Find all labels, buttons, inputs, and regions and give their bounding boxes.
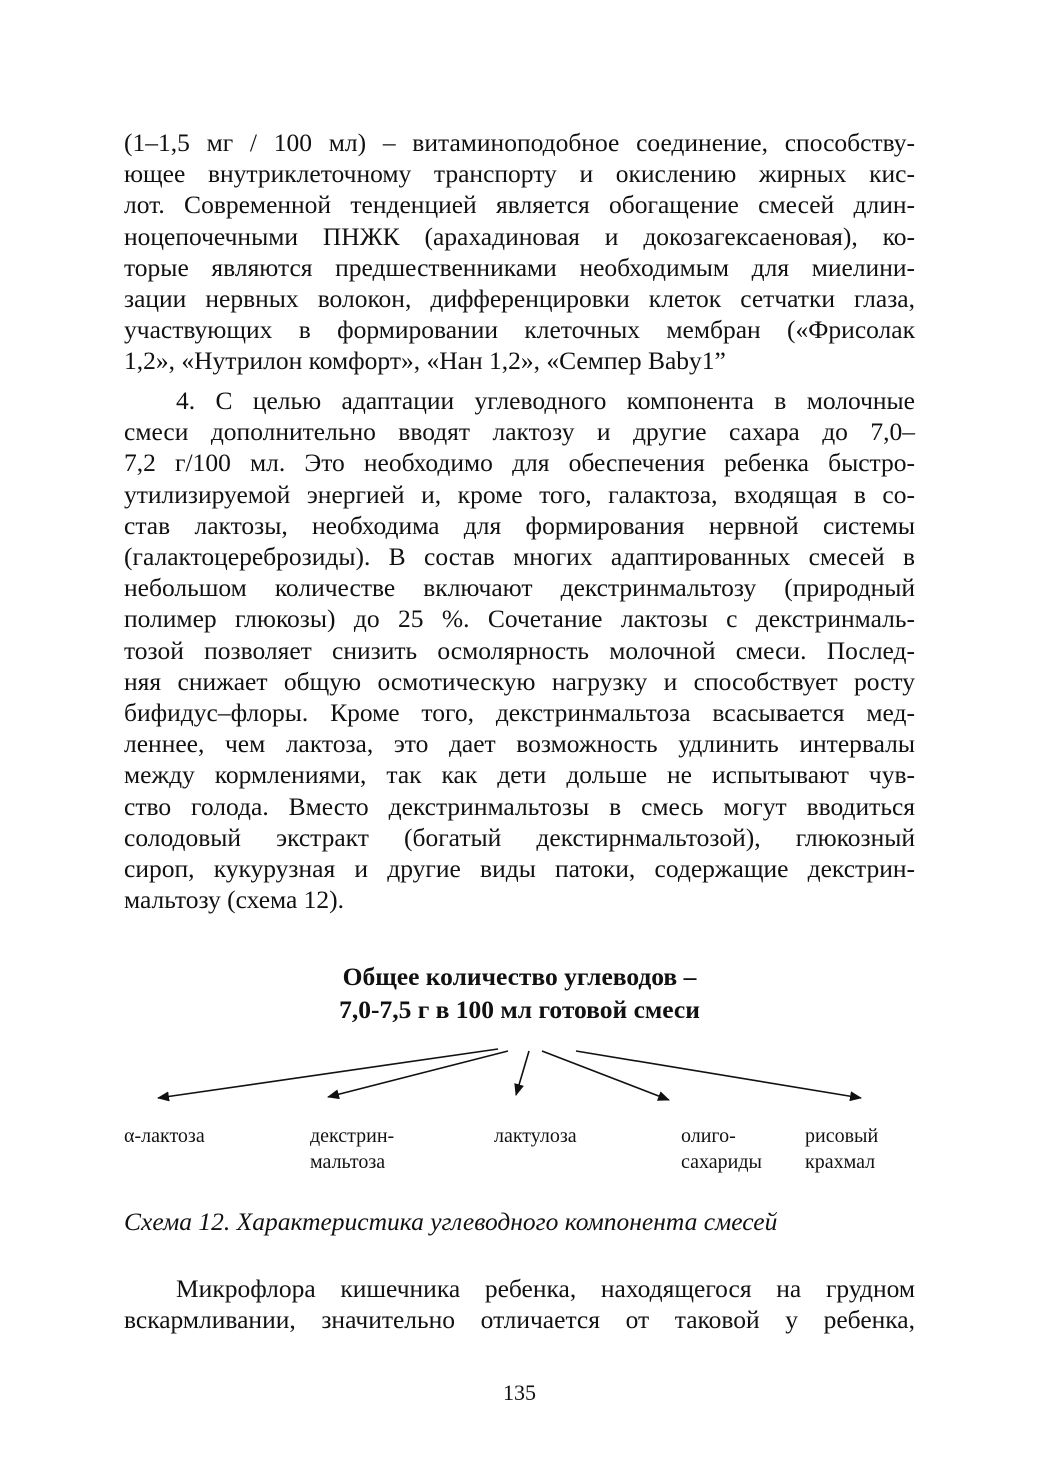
text-line: (1–1,5 мг / 100 мл) – витаминоподобное соединение, способству- (124, 128, 915, 157)
text-line: став лактозы, необходима для формирования нервной системы (124, 510, 915, 540)
text-line: ство голода. Вместо декстринмальтозы в смесь могут вводиться (124, 791, 915, 821)
arrow-to-rice-starch (576, 1051, 861, 1098)
text-line: ющее внутриклеточному транспорту и окислению жирных кис- (124, 159, 915, 189)
node-rice-starch (805, 1123, 878, 1175)
text-line: Микрофлора кишечника ребенка, находящегося на грудном (176, 1274, 915, 1303)
text-line: леннее, чем лактоза, это дает возможность удлинить интервалы (124, 729, 915, 759)
text-line: зации нервных волокон, дифференцировки клеток сетчатки глаза, (124, 284, 915, 314)
text-line: утилизируемой энергией и, кроме того, галактоза, входящая в со- (124, 479, 915, 509)
node-label: α-лактоза (124, 1125, 205, 1147)
node-label: рисовый (805, 1125, 879, 1147)
text-line: тозой позволяет снизить осмолярность молочной смеси. Послед- (124, 635, 915, 665)
diagram-caption: Схема 12. Характеристика углеводного компонента смесей (124, 1207, 778, 1236)
text-line: мальтозу (схема 12). (124, 885, 345, 915)
diagram-title-line: 7,0-7,5 г в 100 мл готовой смеси (339, 995, 700, 1024)
text-line: торые являются предшественниками необходимым для миелини- (124, 252, 915, 282)
text-line: 7,2 г/100 мл. Это необходимо для обеспечения ребенка быстро- (124, 448, 915, 478)
text-line: участвующих в формировании клеточных мембран («Фрисолак (124, 315, 915, 345)
text-line: (галактоцереброзиды). В состав многих адаптированных смесей в (124, 542, 915, 572)
arrow-to-dextrinmaltose (328, 1051, 508, 1097)
text-line: смеси дополнительно вводят лактозу и другие сахара до 7,0– (124, 417, 915, 447)
node-label: сахариды (681, 1151, 762, 1173)
node-label: олиго- (681, 1125, 736, 1147)
node-label: крахмал (805, 1151, 876, 1173)
node-lactose (124, 1123, 205, 1149)
arrow-to-oligosaccharides (542, 1051, 669, 1100)
text-line: вскармливании, значительно отличается от таковой у ребенка, (124, 1305, 915, 1335)
node-lactulose (494, 1123, 577, 1149)
diagram-title-line: Общее количество углеводов – (342, 962, 697, 991)
bottom-paragraph (124, 1273, 915, 1335)
text-line: бифидус–флоры. Кроме того, декстринмальтоза всасывается мед- (124, 698, 915, 728)
node-label: декстрин- (310, 1125, 395, 1147)
text-line: небольшом количестве включают декстринмальтозу (природный (124, 573, 915, 603)
text-line: полимер глюкозы) до 25 %. Сочетание лактозы с декстринмаль- (124, 604, 915, 634)
text-line: солодовый экстракт (богатый декстирнмальтозой), глюкозный (124, 822, 915, 852)
text-line: лот. Современной тенденцией является обогащение смесей длин- (124, 190, 915, 220)
node-dextrinmaltose (310, 1123, 394, 1175)
node-label: мальтоза (310, 1151, 386, 1173)
text-line: между кормлениями, так как дети дольше не испытывают чув- (124, 760, 915, 790)
page-number: 135 (503, 1380, 536, 1405)
arrow-to-lactulose (516, 1051, 529, 1095)
node-label: лактулоза (494, 1125, 577, 1147)
node-oligosaccharides (681, 1123, 762, 1175)
text-line: няя снижает общую осмотическую нагрузку и способствует росту (124, 666, 915, 696)
text-line: 4. С целью адаптации углеводного компонента в молочные (176, 386, 915, 415)
text-line: сироп, кукурузная и другие виды патоки, содержащие декстрин- (124, 854, 915, 884)
text-line: ноцепочечными ПНЖК (арахадиновая и докозагексаеновая), ко- (124, 221, 915, 251)
arrow-to-lactose (158, 1049, 498, 1098)
text-line: 1,2», «Нутрилон комфорт», «Нан 1,2», «Семпер Baby1” (124, 346, 726, 376)
